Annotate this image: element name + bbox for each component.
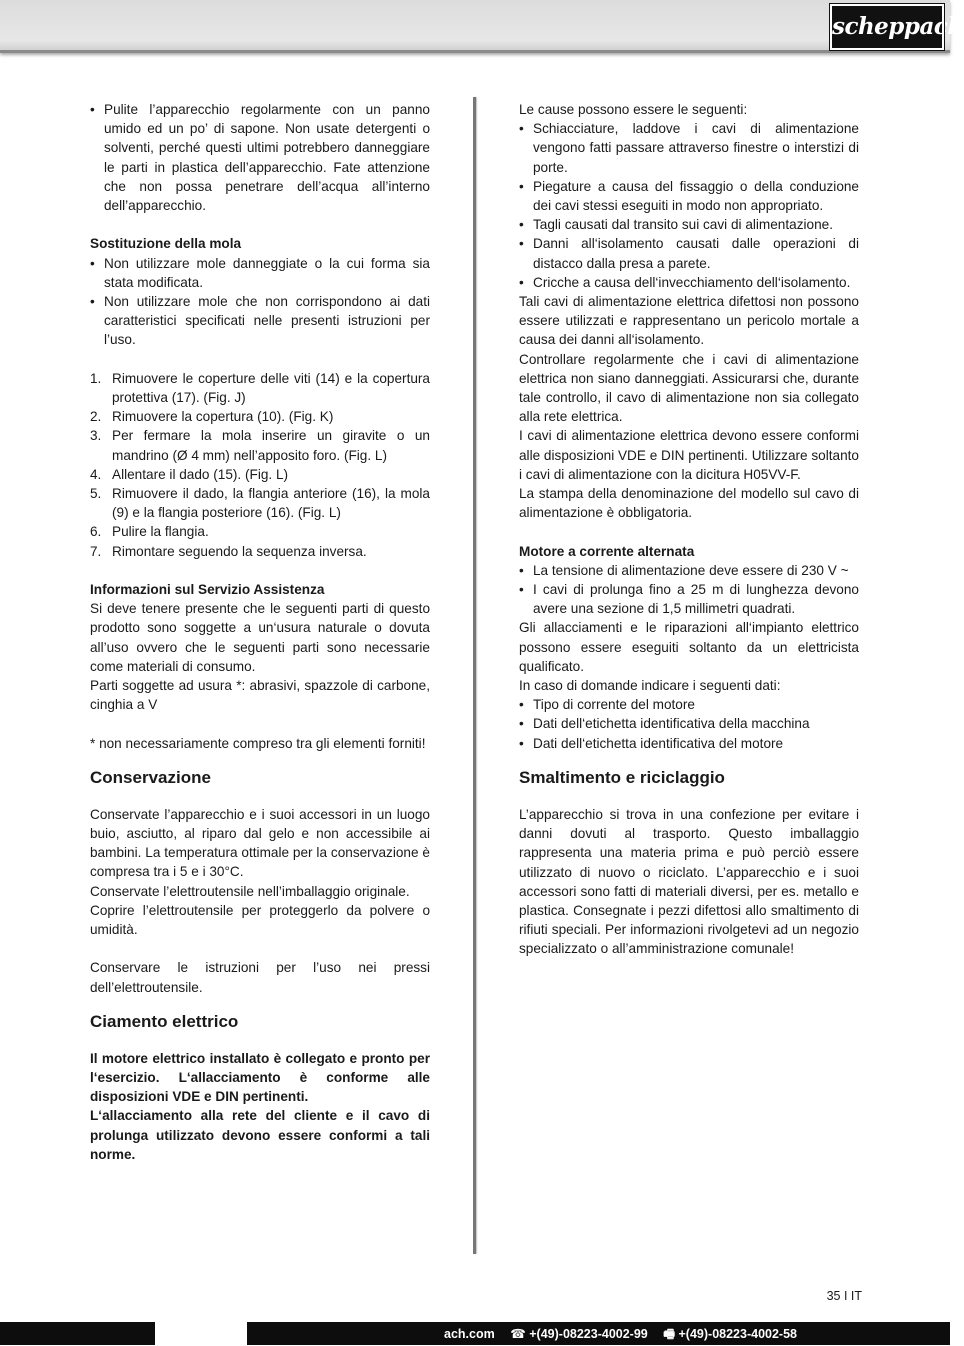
step-number: 7. [90, 543, 102, 559]
step-text: Allentare il dado (15). (Fig. L) [112, 466, 289, 482]
storage-paragraph-2: Conservate l’elettroutensile nell’imballaggio originale. [90, 883, 410, 899]
list-item: • Danni all‘isolamento causati dalle operazioni di distacco dalla presa a parete. [519, 234, 859, 272]
step-number: 3. [90, 428, 102, 444]
motor-paragraph-2: In caso di domande indicare i seguenti dati: [519, 678, 781, 694]
service-paragraph: Si deve tenere presente che le seguenti parti di questo prodotto sono soggette a un‘usura naturale o dovuta all’uso ovvero che le seguenti parti sono necessarie come materiali di consumo. [90, 601, 430, 674]
footer-phone: ☎ +(49)-08223-4002-99 [510, 1327, 648, 1341]
list-item: • Dati dell‘etichetta identificativa del motore [519, 734, 859, 753]
footer-contact [444, 1325, 797, 1346]
list-item: • Tipo di corrente del motore [519, 695, 859, 714]
section-title-motore: Motore a corrente alternata [519, 543, 695, 559]
list-item: • Cricche a causa dell‘invecchiamento dell‘isolamento. [519, 273, 859, 292]
step-item [90, 465, 430, 484]
step-item [90, 484, 430, 522]
section-title-service: Informazioni sul Servizio Assistenza [90, 582, 325, 598]
footer-bar [0, 1322, 950, 1345]
list-item: • Pulite l’apparecchio regolarmente con un panno umido ed un po’ di sapone. Non usate detergenti o solventi, perché questi ultimi potrebbero danneggiare le parti in plastica dell’apparecchio. Fate attenzione che non possa penetrare dell’acqua all’interno dell’apparecchio. [90, 100, 430, 215]
storage-paragraph-4: Conservare le istruzioni per l’uso nei pressi dell’elettroutensile. [90, 960, 430, 995]
column-divider [473, 97, 476, 1254]
step-item [90, 426, 430, 464]
list-item: • Non utilizzare mole danneggiate o la cui forma sia stata modificata. [90, 254, 430, 292]
left-column [90, 100, 430, 1164]
step-number: 6. [90, 524, 102, 540]
section-heading-ciamento: Ciamento elettrico [90, 1011, 239, 1031]
step-number: 4. [90, 466, 102, 482]
list-item: • Tagli causati dal transito sui cavi di alimentazione. [519, 215, 859, 234]
cable-paragraph-1: Tali cavi di alimentazione elettrica difettosi non possono essere utilizzati e rappresentano un pericolo mortale a causa dei danni all‘isolamento. [519, 294, 859, 348]
list-item: • I cavi di prolunga fino a 25 m di lunghezza devono avere una sezione di 1,5 millimetri quadrati. [519, 580, 859, 618]
section-heading-smaltimento: Smaltimento e riciclaggio [519, 767, 725, 787]
step-text: Rimuovere le coperture delle viti (14) e la copertura protettiva (17). (Fig. J) [112, 370, 430, 406]
list-item: • Non utilizzare mole che non corrispondono ai dati caratteristici specificati nelle presenti istruzioni per l’uso. [90, 292, 430, 350]
cable-paragraph-4: La stampa della denominazione del modello sul cavo di alimentazione è obbligatoria. [519, 486, 859, 521]
step-item [90, 522, 430, 541]
footer-website[interactable]: ach.com [444, 1327, 495, 1341]
service-note: * non necessariamente compreso tra gli elementi forniti! [90, 735, 426, 751]
step-number: 2. [90, 409, 102, 425]
motor-list [519, 561, 859, 619]
causes-list [519, 119, 859, 292]
header-bar [0, 0, 964, 53]
section-title-mola: Sostituzione della mola [90, 236, 242, 252]
list-item: • La tensione di alimentazione deve essere di 230 V ~ [519, 561, 859, 580]
list-item: • Dati dell‘etichetta identificativa della macchina [519, 714, 859, 733]
section-heading-conservazione: Conservazione [90, 767, 211, 787]
step-number: 5. [90, 486, 102, 502]
electric-connection-paragraph-2: L‘allacciamento alla rete del cliente e il cavo di prolunga utilizzato devono essere conformi a tali norme. [90, 1108, 430, 1162]
cleaning-list [90, 100, 430, 215]
causes-intro: Le cause possono essere le seguenti: [519, 102, 748, 117]
step-text: Rimuovere il dado, la flangia anteriore (16), la mola (9) e la flangia posteriore (16). (Fig. L) [112, 486, 430, 521]
wear-parts-paragraph: Parti soggette ad usura *: abrasivi, spazzole di carbone, cinghia a V [90, 678, 430, 713]
step-item [90, 407, 430, 426]
footer-gap [155, 1322, 247, 1345]
step-text: Per fermare la mola inserire un giravite o un mandrino (Ø 4 mm) nell’apposito foro. (Fig. L) [112, 428, 430, 463]
footer-fax: 🖷 +(49)-08223-4002-58 [663, 1327, 797, 1341]
brand-logo: scheppach [830, 4, 944, 50]
storage-paragraph-1: Conservate l’apparecchio e i suoi accessori in un luogo buio, asciutto, al riparo dal gelo e non accessibile ai bambini. La temperatura ottimale per la conservazione è compresa tra i 5 e i 30°C. [90, 806, 430, 880]
cable-paragraph-2: Controllare regolarmente che i cavi di alimentazione elettrica non siano danneggiati. Assicurarsi che, durante tale controllo, il cavo di alimentazione non sia collegato alla rete elettrica. [519, 351, 859, 425]
step-number: 1. [90, 370, 102, 386]
step-item [90, 542, 430, 561]
page-number: 35 I IT [826, 1289, 862, 1303]
motor-paragraph-1: Gli allacciamenti e le riparazioni all‘impianto elettrico possono essere eseguiti soltanto da un elettricista qualificato. [519, 620, 859, 674]
step-text: Rimontare seguendo la sequenza inversa. [112, 543, 367, 559]
electric-connection-paragraph-1: Il motore elettrico installato è collegato e pronto per l‘esercizio. L‘allacciamento è conforme alle disposizioni VDE e DIN pertinenti. [90, 1050, 430, 1105]
list-item: • Piegature a causa del fissaggio o della conduzione dei cavi stessi eseguiti in modo non appropriato. [519, 177, 859, 215]
step-text: Pulire la flangia. [112, 524, 209, 540]
right-column [519, 100, 859, 959]
disposal-paragraph: L’apparecchio si trova in una confezione per evitare i danni dovuti al trasporto. Questo imballaggio rappresenta una materia prima e può perciò essere utilizzato di nuovo o riciclato. L’apparecchio e i suoi accessori sono fatti di materiali diversi, per es. metallo e plastica. Consegnate i pezzi difettosi allo smaltimento di rifiuti speciali. Per informazioni rivolgetevi ad un negozio specializzato o all’amministrazione comunale! [519, 806, 859, 957]
storage-paragraph-3: Coprire l’elettroutensile per proteggerlo da polvere o umidità. [90, 902, 430, 938]
step-text: Rimuovere la copertura (10). (Fig. K) [112, 409, 334, 425]
cable-paragraph-3: I cavi di alimentazione elettrica devono essere conformi alle disposizioni VDE e DIN pertinenti. Utilizzare soltanto i cavi di alimentazione con la dicitura H05VV-F. [519, 428, 859, 482]
data-list [519, 695, 859, 753]
list-item: • Schiacciature, laddove i cavi di alimentazione vengono fatti passare attraverso finestre o interstizi di porte. [519, 119, 859, 177]
steps-list [90, 369, 430, 561]
mola-list [90, 254, 430, 350]
step-item [90, 369, 430, 407]
